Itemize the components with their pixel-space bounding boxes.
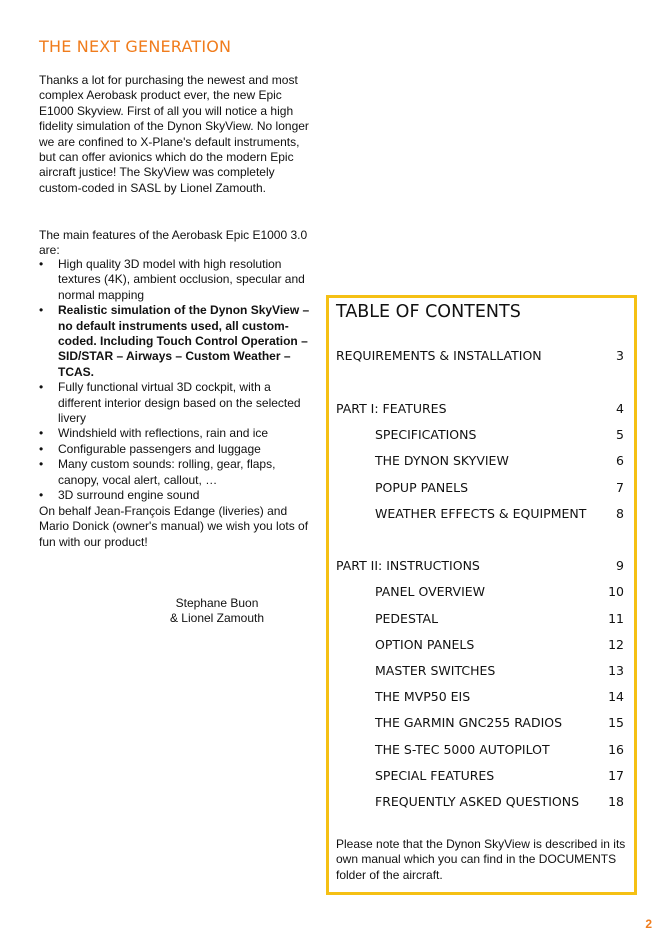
toc-page-number: 11 xyxy=(608,611,624,626)
toc-entry[interactable]: THE DYNON SKYVIEW 6 xyxy=(336,451,624,471)
toc-page-number: 18 xyxy=(608,794,624,809)
toc-page-number: 8 xyxy=(616,506,624,521)
closing-paragraph: On behalf Jean-François Edange (liveries) and Mario Donick (owner's manual) we wish you lots of fun with our product! xyxy=(39,504,309,549)
toc-page-number: 6 xyxy=(616,453,624,468)
toc-entry[interactable]: POPUP PANELS 7 xyxy=(336,478,624,498)
features-intro: The main features of the Aerobask Epic E1000 3.0 are: xyxy=(39,228,308,258)
feature-item: • Windshield with reflections, rain and ice xyxy=(39,426,269,441)
toc-page-number: 16 xyxy=(608,742,624,757)
table-of-contents xyxy=(326,295,637,895)
toc-entry[interactable]: REQUIREMENTS & INSTALLATION 3 xyxy=(336,346,624,366)
toc-page-number: 4 xyxy=(616,401,624,416)
toc-entry[interactable]: THE GARMIN GNC255 RADIOS 15 xyxy=(336,713,624,733)
toc-page-number: 17 xyxy=(608,768,624,783)
bullet-icon: • xyxy=(39,441,44,456)
toc-page-number: 5 xyxy=(616,427,624,442)
toc-entry[interactable]: FREQUENTLY ASKED QUESTIONS 18 xyxy=(336,792,624,812)
toc-entry[interactable]: THE S-TEC 5000 AUTOPILOT 16 xyxy=(336,740,624,760)
toc-entry[interactable]: OPTION PANELS 12 xyxy=(336,635,624,655)
intro-paragraph: Thanks a lot for purchasing the newest and most complex Aerobask product ever, the new Epic E1000 Skyview. First of all you will notice a high fidelity simulation of the Dynon SkyView. No longer we are confined to X-Plane's default instruments, but can offer avionics which do the modern Epic aircraft justice! The SkyView was completely custom-coded in SASL by Lionel Zamouth. xyxy=(39,73,309,195)
feature-item: • 3D surround engine sound xyxy=(39,488,200,503)
toc-page-number: 10 xyxy=(608,584,624,599)
toc-note: Please note that the Dynon SkyView is described in its own manual which you can find in the DOCUMENTS folder of the aircraft. xyxy=(336,837,626,882)
toc-entry[interactable]: PANEL OVERVIEW 10 xyxy=(336,582,624,602)
toc-entry[interactable]: SPECIFICATIONS 5 xyxy=(336,425,624,445)
toc-entry[interactable]: PART II: INSTRUCTIONS 9 xyxy=(336,556,624,576)
feature-item: • Configurable passengers and luggage xyxy=(39,441,261,456)
toc-entry[interactable]: SPECIAL FEATURES 17 xyxy=(336,766,624,786)
bullet-icon: • xyxy=(39,488,44,503)
toc-title: TABLE OF CONTENTS xyxy=(336,302,521,322)
toc-entry[interactable]: MASTER SWITCHES 13 xyxy=(336,661,624,681)
signature-line: & Lionel Zamouth xyxy=(169,611,265,626)
page-number: 2 xyxy=(645,917,652,931)
toc-page-number: 3 xyxy=(616,348,624,363)
toc-page-number: 15 xyxy=(608,715,624,730)
feature-item: • Fully functional virtual 3D cockpit, with a different interior design based on the selected livery xyxy=(39,380,301,426)
bullet-icon: • xyxy=(39,380,44,395)
toc-entry[interactable]: WEATHER EFFECTS & EQUIPMENT 8 xyxy=(336,504,624,524)
bullet-icon: • xyxy=(39,257,44,271)
feature-item: • High quality 3D model with high resolution textures (4K), ambient occlusion, specular and normal mapping xyxy=(39,257,305,302)
section-heading: THE NEXT GENERATION xyxy=(39,37,232,56)
bullet-icon: • xyxy=(39,457,44,472)
feature-item: • Many custom sounds: rolling, gear, flaps, canopy, vocal alert, callout, … xyxy=(39,457,276,487)
bullet-icon: • xyxy=(39,303,44,318)
toc-page-number: 14 xyxy=(608,689,624,704)
signature-line: Stephane Buon xyxy=(175,596,259,610)
signature xyxy=(150,596,284,627)
toc-page-number: 9 xyxy=(616,558,624,573)
toc-entry[interactable]: THE MVP50 EIS 14 xyxy=(336,687,624,707)
toc-page-number: 7 xyxy=(616,480,624,495)
toc-entry[interactable]: PEDESTAL 11 xyxy=(336,609,624,629)
toc-page-number: 13 xyxy=(608,663,624,678)
toc-entry[interactable]: PART I: FEATURES 4 xyxy=(336,399,624,419)
bullet-icon: • xyxy=(39,426,44,441)
feature-item: • Realistic simulation of the Dynon SkyView – no default instruments used, all custom-coded. Including Touch Control Operation – SID/STAR – Airways – Custom Weather – TCAS. xyxy=(39,303,310,379)
toc-page-number: 12 xyxy=(608,637,624,652)
features-list xyxy=(39,257,317,504)
